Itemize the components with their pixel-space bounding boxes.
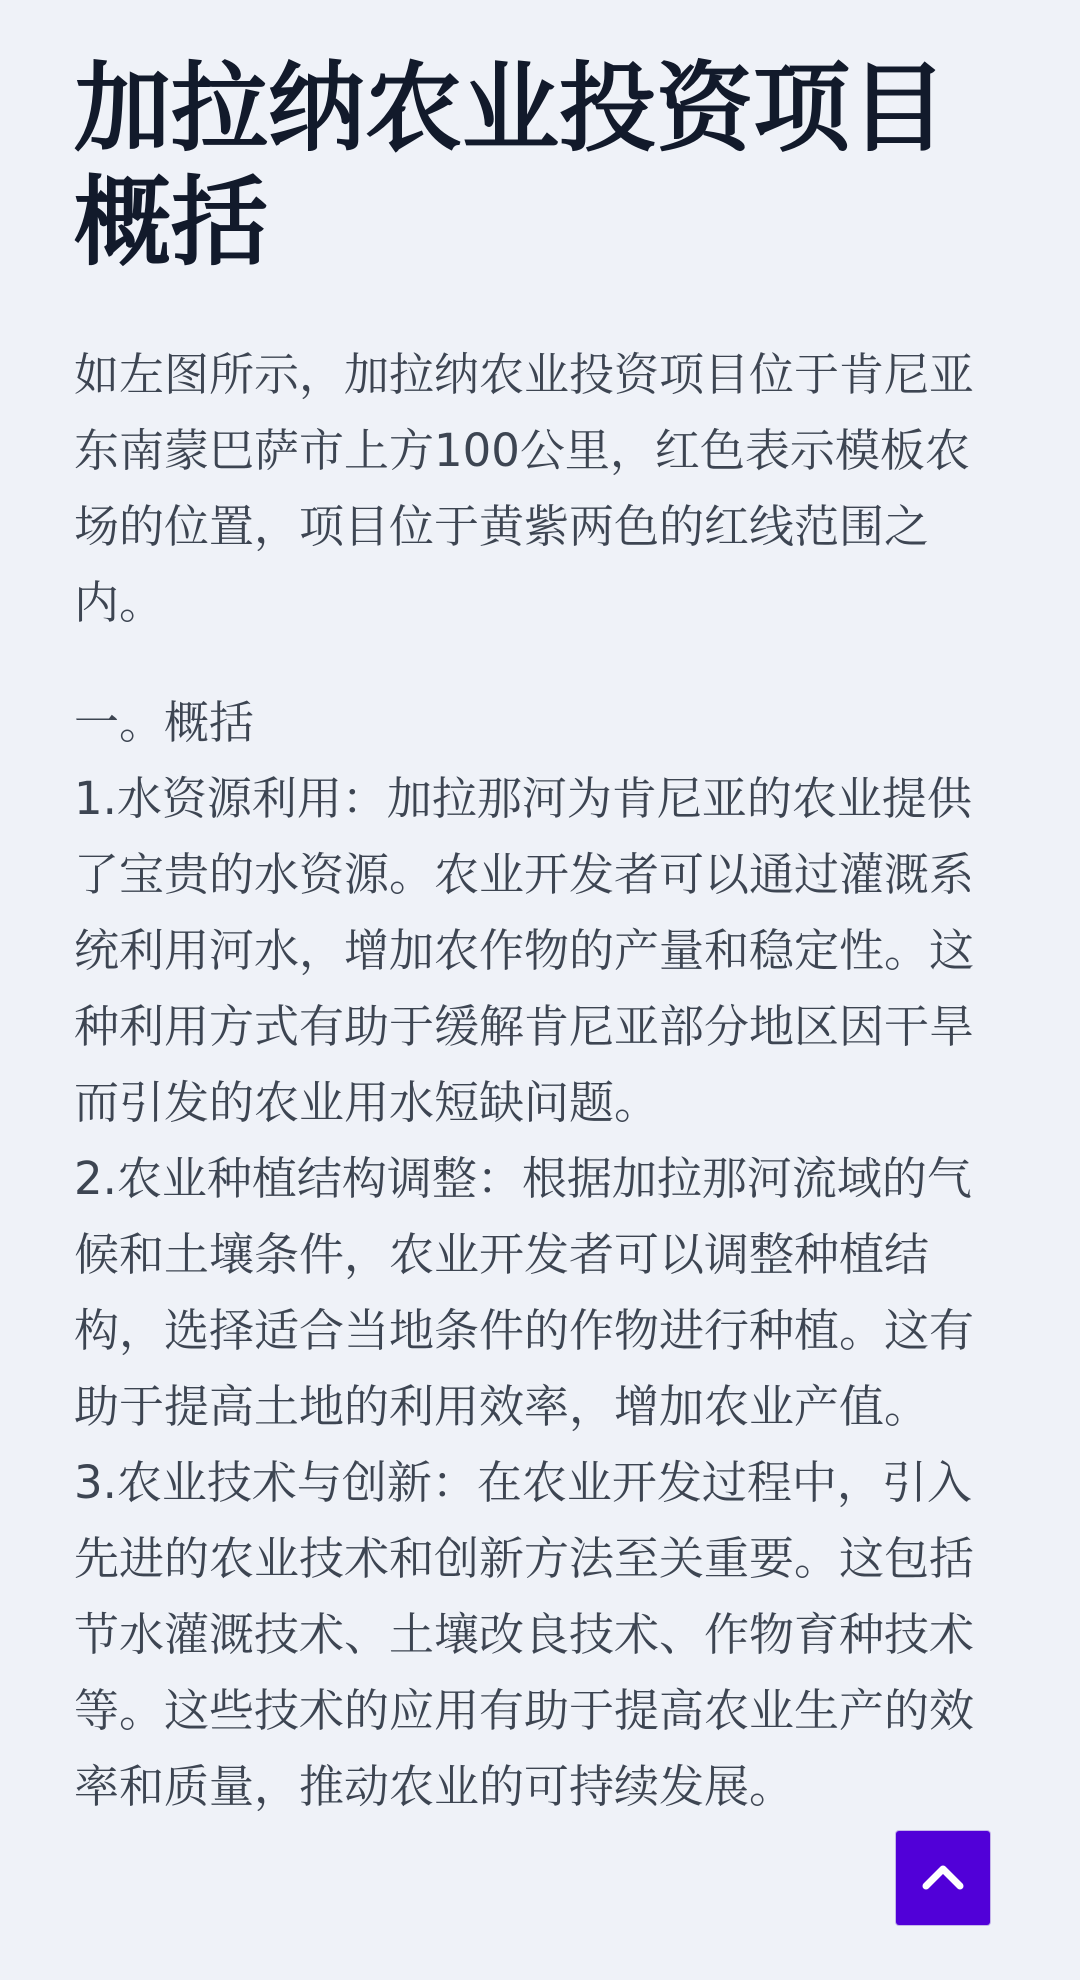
intro-paragraph: 如左图所示，加拉纳农业投资项目位于肯尼亚东南蒙巴萨市上方100公里，红色表示模板农场的位置，项目位于黄紫两色的红线范围之内。 (74, 348, 975, 629)
section-heading: 一。概括 (74, 696, 255, 749)
summary-item-planting-structure: 2.农业种植结构调整：根据加拉那河流域的气候和土壤条件，农业开发者可以调整种植结构，选择适合当地条件的作物进行种植。这有助于提高土地的利用效率，增加农业产值。 (74, 1152, 975, 1433)
article-content (74, 52, 1014, 1825)
chevron-up-icon (916, 1851, 970, 1905)
article-title: 加拉纳农业投资项目概括 (74, 52, 947, 279)
summary-item-water-resources: 1.水资源利用：加拉那河为肯尼亚的农业提供了宝贵的水资源。农业开发者可以通过灌溉系统利用河水，增加农作物的产量和稳定性。这种利用方式有助于缓解肯尼亚部分地区因干旱而引发的农业用水短缺问题。 (74, 772, 975, 1129)
scroll-to-top-button[interactable] (896, 1831, 990, 1925)
section-spacing (74, 641, 1014, 685)
summary-item-technology-innovation: 3.农业技术与创新：在农业开发过程中，引入先进的农业技术和创新方法至关重要。这包括节水灌溉技术、土壤改良技术、作物育种技术等。这些技术的应用有助于提高农业生产的效率和质量，推动农业的可持续发展。 (74, 1456, 975, 1813)
